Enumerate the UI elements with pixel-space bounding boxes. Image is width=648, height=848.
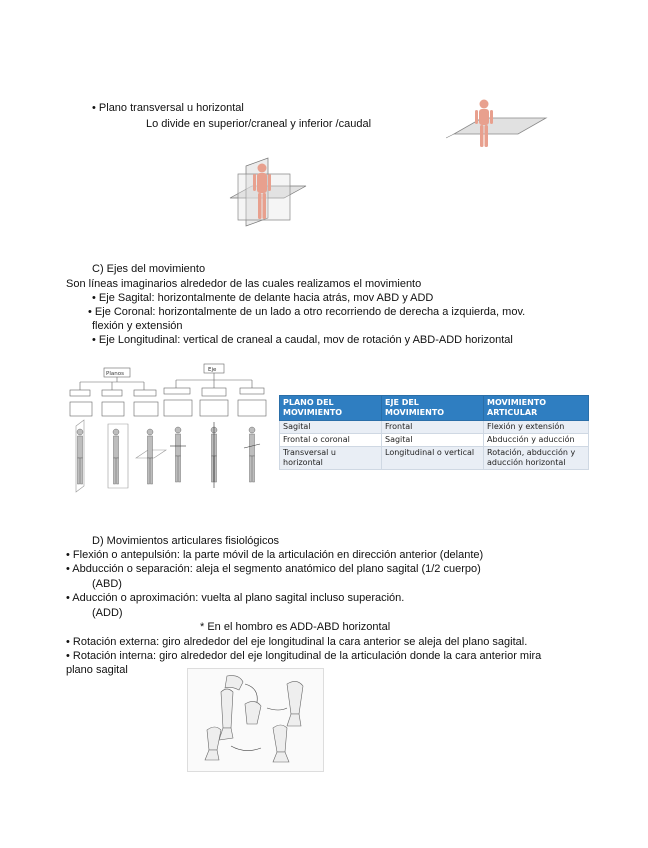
table-cell: Sagital [280,421,382,434]
movement-add-abbr: (ADD) [92,607,123,619]
table-header-row [280,396,589,421]
axis-coronal: • Eje Coronal: horizontalmente de un lado a otro recorriendo de derecha a izquierda, mov. [88,306,526,318]
movements-heading: D) Movimientos articulares fisiológicos [92,535,280,547]
planes-axes-diagram [66,362,270,496]
joint-movements-figure [187,668,324,772]
movement-abd-abbr: (ABD) [92,578,122,590]
movement-flexion: • Flexión o antepulsión: la parte móvil de la articulación en dirección anterior (delante) [66,549,484,561]
plane-bullet-transversal: • Plano transversal u horizontal [92,102,244,114]
table-cell: Frontal o coronal [280,434,382,447]
table-header-plano: PLANO DEL MOVIMIENTO [280,396,382,421]
axes-intro: Son líneas imaginarios alrededor de las cuales realizamos el movimiento [66,278,422,290]
table-row [280,421,589,434]
three-planes-figure [224,154,310,232]
table-cell: Transversal u horizontal [280,447,382,470]
movement-rotacion-interna: • Rotación interna: giro alrededor del eje longitudinal de la articulación donde la cara anterior mira [66,650,542,662]
planes-axes-table [279,395,589,470]
movement-rotacion-interna-cont: plano sagital [66,664,128,676]
table-header-movimiento: MOVIMIENTO ARTICULAR [484,396,589,421]
diagram-label-eje: Eje [208,367,217,373]
table-row [280,434,589,447]
movement-abduccion: • Abducción o separación: aleja el segmento anatómico del plano sagital (1/2 cuerpo) [66,563,481,575]
table-cell: Flexión y extensión [484,421,589,434]
table-row [280,447,589,470]
axes-heading: C) Ejes del movimiento [92,263,206,275]
plane-description: Lo divide en superior/craneal y inferior /caudal [146,118,372,130]
shoulder-note: * En el hombro es ADD-ABD horizontal [200,621,391,633]
table-cell: Rotación, abducción y aducción horizontal [484,447,589,470]
table-cell: Longitudinal o vertical [382,447,484,470]
diagram-label-planos: Planos [106,371,124,377]
axis-longitudinal: • Eje Longitudinal: vertical de craneal a caudal, mov de rotación y ABD-ADD horizontal [92,334,513,346]
table-cell: Sagital [382,434,484,447]
movement-rotacion-externa: • Rotación externa: giro alrededor del eje longitudinal la cara anterior se aleja del plano sagital. [66,636,528,648]
movement-aduccion: • Aducción o aproximación: vuelta al plano sagital incluso superación. [66,592,405,604]
axis-coronal-cont: flexión y extensión [92,320,183,332]
axis-sagital: • Eje Sagital: horizontalmente de delante hacia atrás, mov ABD y ADD [92,292,434,304]
table-cell: Abducción y aducción [484,434,589,447]
table-cell: Frontal [382,421,484,434]
table-header-eje: EJE DEL MOVIMIENTO [382,396,484,421]
transversal-plane-figure [446,94,552,156]
